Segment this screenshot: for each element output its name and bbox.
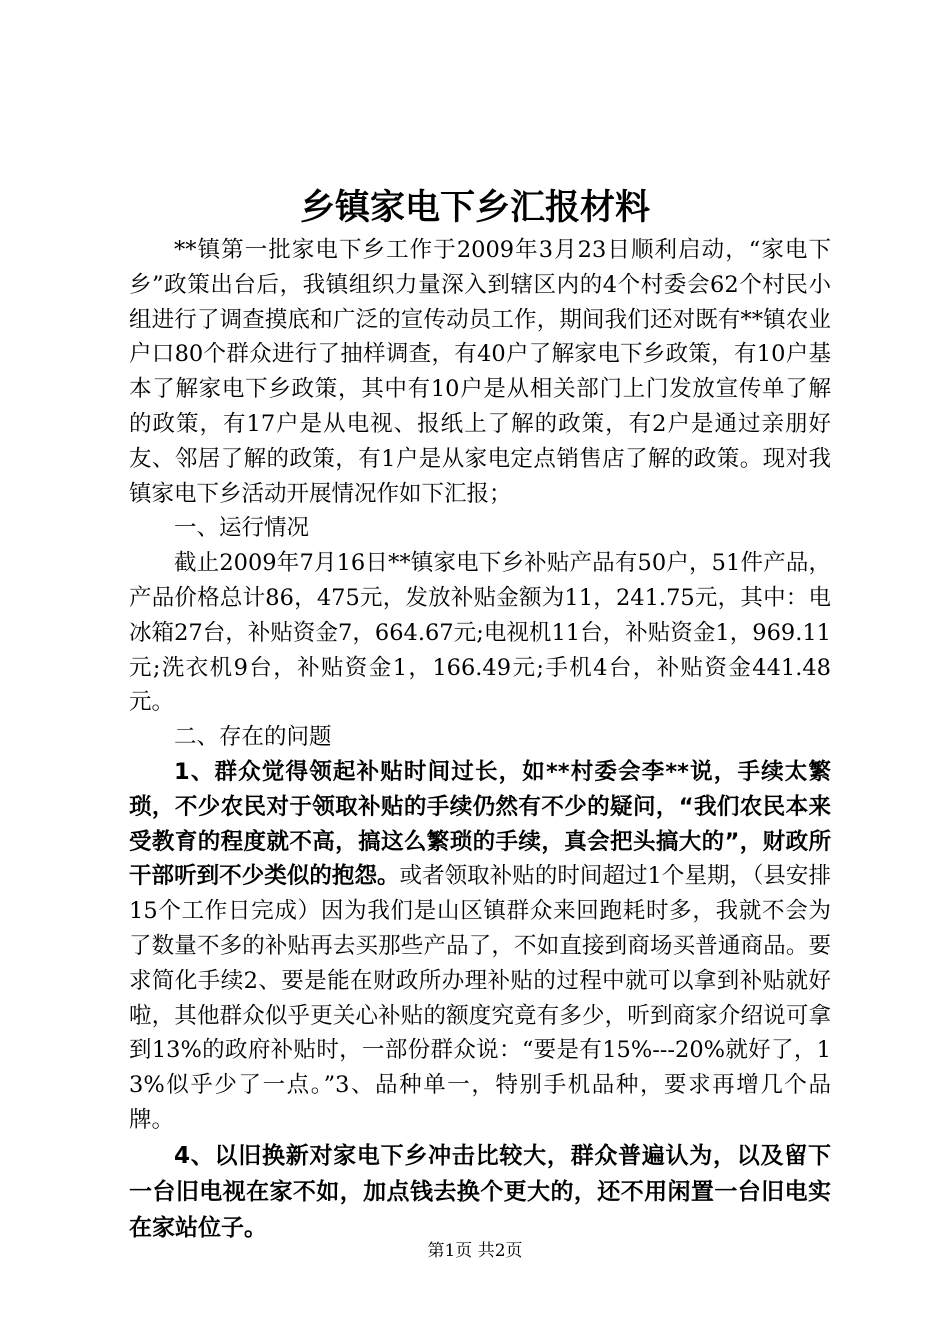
- problem-4-paragraph: 4、以旧换新对家电下乡冲击比较大，群众普遍认为，以及留下一台旧电视在家不如，加点钱去换个更大的，还不用闲置一台旧电实在家站位子。: [129, 1142, 831, 1241]
- problem-1-lead-text: 1、群众觉得领起补贴时间过长，如**村委会李**说，手续太繁琐，不少农民对于领取补贴的手续仍然有不少的疑问，“我们农民本来受教育的程度就不高，搞这么繁琐的手续，真会把头搞大的”，财政所干部听到不少类似的抱怨。: [129, 758, 831, 890]
- page-footer: 第1页 共2页: [427, 1241, 523, 1261]
- section-heading-problems: 二、存在的问题: [174, 724, 332, 751]
- document-body: [129, 233, 831, 1246]
- problem-1-rest-text: 或者领取补贴的时间超过1个星期，（县安排15个工作日完成）因为我们是山区镇群众来回跑耗时多，我就不会为了数量不多的补贴再去买那些产品了，不如直接到商场买普通商品。要求简化手续2、要是能在财政所办理补贴的过程中就可以拿到补贴就好啦，其他群众似乎更关心补贴的额度究竟有多少，听到商家介绍说可拿到13%的政府补贴时，一部份群众说：“要是有15%---20%就好了，13%似乎少了一点。”3、品种单一，特别手机品种，要求再增几个品牌。: [129, 863, 831, 1133]
- intro-paragraph: **镇第一批家电下乡工作于2009年3月23日顺利启动，“家电下乡”政策出台后，我镇组织力量深入到辖区内的4个村委会62个村民小组进行了调查摸底和广泛的宣传动员工作，期间我们还对既有**镇农业户口80个群众进行了抽样调查，有40户了解家电下乡政策，有10户基本了解家电下乡政策，其中有10户是从相关部门上门发放宣传单了解的政策，有17户是从电视、报纸上了解的政策，有2户是通过亲朋好友、邻居了解的政策，有1户是从家电定点销售店了解的政策。现对我镇家电下乡活动开展情况作如下汇报；: [129, 237, 831, 507]
- operation-paragraph: 截止2009年7月16日**镇家电下乡补贴产品有50户，51件产品，产品价格总计86，475元，发放补贴金额为11，241.75元，其中：电冰箱27台，补贴资金7，664.67元;电视机11台，补贴资金1，969.11元;洗衣机9台，补贴资金1，166.49元;手机4台，补贴资金441.48元。: [129, 550, 831, 716]
- problems-paragraph: [129, 755, 831, 1138]
- section-heading-operation: 一、运行情况: [174, 515, 310, 542]
- document-title: 乡镇家电下乡汇报材料: [299, 188, 650, 228]
